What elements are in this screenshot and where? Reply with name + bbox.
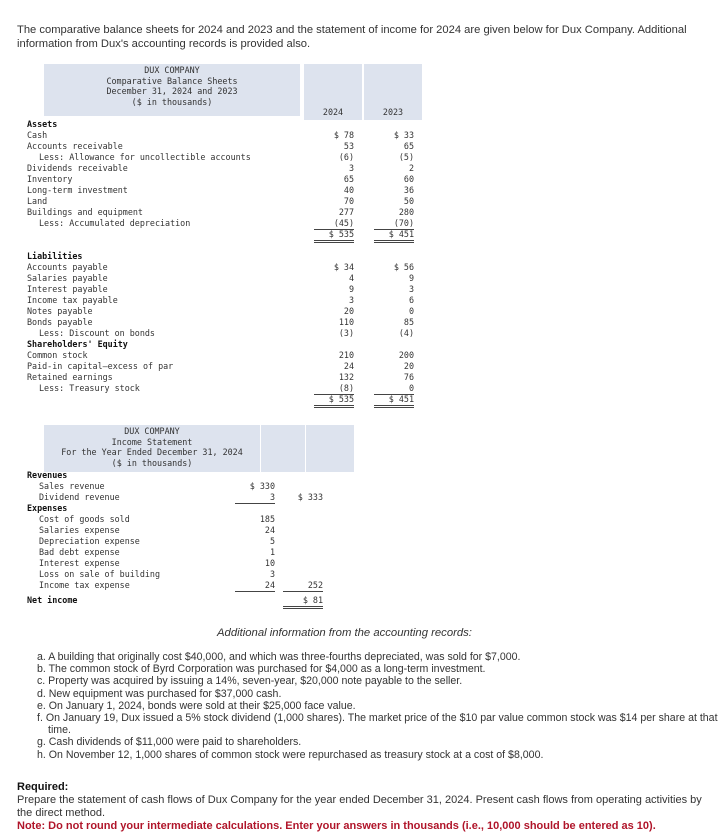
is-period: For the Year Ended December 31, 2024 <box>61 447 243 458</box>
additional-info-title: Additional information from the accounting records: <box>217 627 472 639</box>
bs-value-2024: 277 <box>338 207 354 217</box>
bs-row-label: Buildings and equipment <box>27 207 143 217</box>
bs-value-2024: $ 78 <box>333 130 354 140</box>
bs-value-2024: 20 <box>343 306 354 316</box>
bs-row-label: Land <box>27 196 48 206</box>
is-value-total <box>283 536 323 547</box>
is-value-detail <box>235 470 275 481</box>
bs-row-label: Accounts payable <box>27 262 108 272</box>
bs-value-2024: (8) <box>314 383 354 395</box>
bs-value-2023: 50 <box>403 196 414 206</box>
bs-value-2023: $ 33 <box>393 130 414 140</box>
bs-row-label: Paid-in capital—excess of par <box>27 361 174 371</box>
additional-item: a. A building that originally cost $40,000, and which was three-fourths depreciated, was sold for $7,000. <box>37 651 521 663</box>
income-statement-header <box>44 425 260 472</box>
intro-paragraph: The comparative balance sheets for 2024 and 2023 and the statement of income for 2024 are given below for Dux Company. Additional information from Dux's accounting records is provided also. <box>17 24 687 50</box>
is-row-label: Bad debt expense <box>39 547 120 557</box>
bs-row-label: Salaries payable <box>27 273 108 283</box>
bs-row-label: Cash <box>27 130 48 140</box>
bs-row-label: Retained earnings <box>27 372 113 382</box>
additional-info-list <box>37 651 722 761</box>
is-value-total <box>283 481 323 492</box>
bs-value-2024: 132 <box>338 372 354 382</box>
income-statement <box>27 0 347 620</box>
bs-value-2023: 65 <box>403 141 414 151</box>
bs-value-2023: 6 <box>408 295 414 305</box>
is-value-detail: 10 <box>264 558 275 568</box>
additional-item: h. On November 12, 1,000 shares of common stock were repurchased as treasury stock at a cost of $8,000. <box>37 748 544 761</box>
bs-value-2023: $ 56 <box>393 262 414 272</box>
bs-value-2023: 85 <box>403 317 414 327</box>
is-row-label: Income tax expense <box>39 580 130 590</box>
bs-value-2023: (4) <box>398 328 414 338</box>
is-col-b-header <box>306 425 354 472</box>
additional-item: d. New equipment was purchased for $37,000 cash. <box>37 687 282 700</box>
bs-value-2023: 36 <box>403 185 414 195</box>
bs-value-2024: 3 <box>348 295 354 305</box>
is-units: ($ in thousands) <box>111 457 193 468</box>
bs-value-2024: (6) <box>338 152 354 162</box>
bs-value-2023 <box>374 339 414 350</box>
is-value-total <box>283 470 323 481</box>
bs-value-2023: 20 <box>403 361 414 371</box>
bs-value-2023: $ 451 <box>374 394 414 408</box>
bs-row-label: Shareholders' Equity <box>27 339 128 349</box>
additional-item: e. On January 1, 2024, bonds were sold at their $25,000 face value. <box>37 699 356 712</box>
bs-value-2023: 200 <box>398 350 414 360</box>
note-text: Note: Do not round your intermediate calculations. Enter your answers in thousands (i.e., 10,000 should be entered as 10). <box>17 820 656 832</box>
bs-value-2023: 60 <box>403 174 414 184</box>
bs-value-2024: $ 535 <box>314 229 354 243</box>
bs-row-label: Bonds payable <box>27 317 93 327</box>
bs-row-label: Assets <box>27 119 58 129</box>
is-row-label: Dividend revenue <box>39 492 120 502</box>
is-row-label: Sales revenue <box>39 481 105 491</box>
bs-value-2023 <box>374 119 414 130</box>
bs-value-2023 <box>374 251 414 262</box>
is-value-detail: 3 <box>269 569 275 579</box>
is-col-a-header <box>261 425 305 472</box>
bs-row-label: Accounts receivable <box>27 141 123 151</box>
required-section <box>17 781 717 833</box>
bs-row-label: Notes payable <box>27 306 93 316</box>
bs-value-2024: 4 <box>348 273 354 283</box>
additional-item: c. Property was acquired by issuing a 14%, seven-year, $20,000 note payable to the seller. <box>37 675 463 688</box>
bs-row-label: Inventory <box>27 174 73 184</box>
is-value-total <box>283 558 323 569</box>
bs-value-2024: 110 <box>338 317 354 327</box>
is-value-detail: 185 <box>259 514 275 524</box>
is-company: DUX COMPANY <box>124 426 180 436</box>
bs-row-label: Less: Treasury stock <box>39 383 140 393</box>
is-value-total <box>283 514 323 525</box>
is-row-label: Depreciation expense <box>39 536 140 546</box>
bs-value-2023 <box>374 240 414 251</box>
is-value-detail <box>235 503 275 514</box>
bs-value-2023: 3 <box>408 284 414 294</box>
is-value-total: $ 333 <box>297 492 323 502</box>
bs-value-2024: 53 <box>343 141 354 151</box>
bs-value-2024: 65 <box>343 174 354 184</box>
is-value-total <box>283 525 323 536</box>
required-title: Required: <box>17 781 69 793</box>
bs-company: DUX COMPANY <box>144 65 200 75</box>
is-row-label: Expenses <box>27 503 68 513</box>
bs-value-2024: 24 <box>343 361 354 371</box>
bs-value-2023: 0 <box>408 306 414 316</box>
bs-row-label: Common stock <box>27 350 88 360</box>
is-value-total <box>283 547 323 558</box>
bs-value-2024: $ 34 <box>333 262 354 272</box>
bs-value-2023: 2 <box>408 163 414 173</box>
bs-row-label: Liabilities <box>27 251 83 261</box>
additional-item: b. The common stock of Byrd Corporation was purchased for $4,000 as a long-term investment. <box>37 663 486 676</box>
bs-value-2023: 0 <box>374 383 414 395</box>
bs-value-2023: 280 <box>398 207 414 217</box>
bs-col-2024-label: 2024 <box>322 107 344 118</box>
is-row-label: Salaries expense <box>39 525 120 535</box>
is-value-detail: 24 <box>235 580 275 592</box>
is-value-total: $ 81 <box>283 595 323 609</box>
bs-value-2024: 9 <box>348 284 354 294</box>
bs-col-2023-header <box>364 64 422 120</box>
is-value-detail <box>235 595 275 606</box>
bs-value-2024: (3) <box>338 328 354 338</box>
bs-date: December 31, 2024 and 2023 <box>106 86 238 97</box>
is-row-label: Loss on sale of building <box>39 569 161 579</box>
bs-title: Comparative Balance Sheets <box>106 75 238 86</box>
is-title: Income Statement <box>111 436 193 447</box>
required-text: Prepare the statement of cash flows of Dux Company for the year ended December 31, 2024. Present cash flows from operating activities by the direct method. <box>17 794 702 819</box>
bs-value-2023: 9 <box>408 273 414 283</box>
is-value-detail: 5 <box>269 536 275 546</box>
bs-value-2023: $ 451 <box>374 229 414 243</box>
is-value-detail: $ 330 <box>249 481 275 491</box>
is-row-label: Net income <box>27 595 78 605</box>
bs-row-label: Interest payable <box>27 284 108 294</box>
is-value-detail: 3 <box>235 492 275 504</box>
bs-value-2024: 70 <box>343 196 354 206</box>
bs-value-2024: 210 <box>338 350 354 360</box>
is-value-total <box>283 569 323 580</box>
additional-item: g. Cash dividends of $11,000 were paid to shareholders. <box>37 736 302 749</box>
bs-units: ($ in thousands) <box>131 96 213 107</box>
bs-row-label: Less: Discount on bonds <box>39 328 155 338</box>
bs-value-2024: 3 <box>348 163 354 173</box>
is-value-detail: 1 <box>269 547 275 557</box>
is-value-detail: 24 <box>264 525 275 535</box>
bs-value-2023: (5) <box>398 152 414 162</box>
is-row-label: Interest expense <box>39 558 120 568</box>
bs-value-2024: 40 <box>343 185 354 195</box>
bs-row-label: Long-term investment <box>27 185 128 195</box>
is-value-total: 252 <box>283 580 323 592</box>
bs-col-2023-label: 2023 <box>382 107 404 118</box>
additional-item: f. On January 19, Dux issued a 5% stock dividend (1,000 shares). The market price of the $10 par value common stock was $14 per share at that time. <box>37 712 718 737</box>
bs-value-2024: $ 535 <box>314 394 354 408</box>
bs-row-label: Dividends receivable <box>27 163 128 173</box>
bs-value-2024: (45) <box>314 218 354 230</box>
bs-value-2023: (70) <box>374 218 414 230</box>
bs-row-label: Less: Accumulated depreciation <box>39 218 191 228</box>
is-row-label: Revenues <box>27 470 68 480</box>
is-row-label: Cost of goods sold <box>39 514 130 524</box>
bs-value-2023: 76 <box>403 372 414 382</box>
bs-row-label: Income tax payable <box>27 295 118 305</box>
is-value-total <box>283 503 323 514</box>
bs-row-label: Less: Allowance for uncollectible accounts <box>39 152 251 162</box>
